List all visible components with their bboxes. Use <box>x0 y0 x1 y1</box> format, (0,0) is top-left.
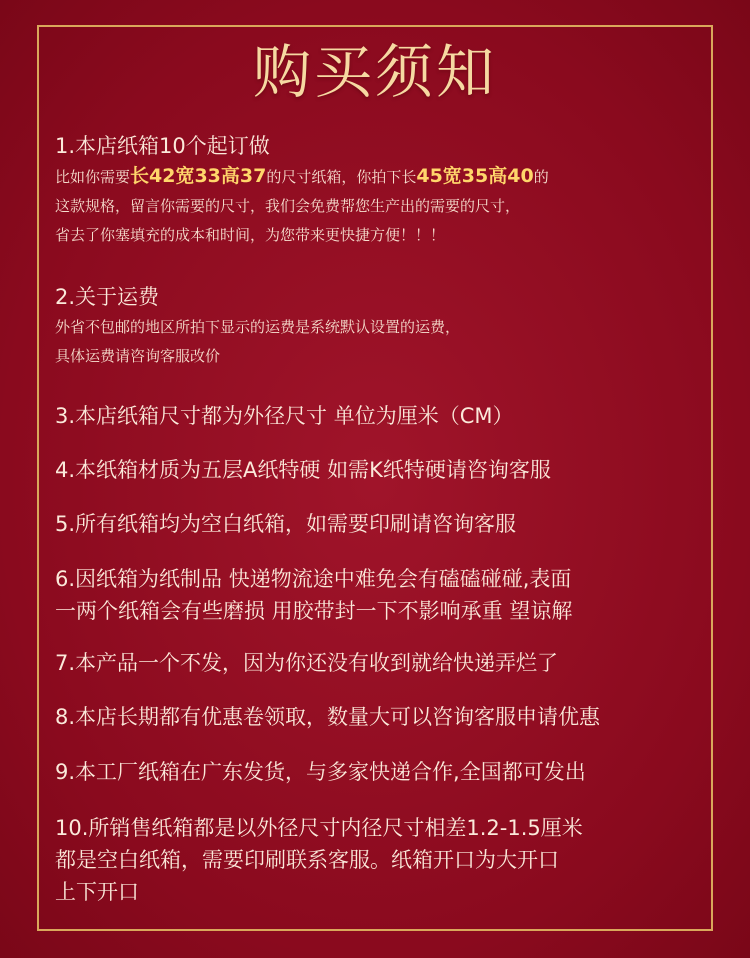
item-detail-line: 这款规格，留言你需要的尺寸，我们会免费帮您生产出的需要的尺寸， <box>55 197 521 215</box>
item-heading: 3.本店纸箱尺寸都为外径尺寸 单位为厘米（CM） <box>55 404 514 428</box>
item-heading-line: 10.所销售纸箱都是以外径尺寸内径尺寸相差1.2-1.5厘米 <box>55 816 583 840</box>
detail-text: 比如你需要 <box>55 168 131 186</box>
item-detail-line: 外省不包邮的地区所拍下显示的运费是系统默认设置的运费， <box>55 318 461 336</box>
notice-item-5 <box>55 508 715 540</box>
detail-text: 的 <box>533 168 549 186</box>
page-title: 购买须知 <box>252 38 497 106</box>
notice-item-4 <box>55 454 715 486</box>
item-heading-line: 上下开口 <box>55 880 139 904</box>
size-highlight: 45宽35高40 <box>416 165 534 187</box>
item-heading: 4.本纸箱材质为五层A纸特硬 如需K纸特硬请咨询客服 <box>55 458 551 482</box>
item-heading: 1.本店纸箱10个起订做 <box>55 134 270 158</box>
notice-item-10 <box>55 812 715 908</box>
item-heading-line: 6.因纸箱为纸制品 快递物流途中难免会有磕磕碰碰,表面 <box>55 567 572 591</box>
item-detail-line: 省去了你塞填充的成本和时间，为您带来更快捷方便！！！ <box>55 226 446 244</box>
detail-text: 的尺寸纸箱，你拍下长 <box>266 168 417 186</box>
size-highlight: 长42宽33高37 <box>130 165 267 187</box>
item-heading: 9.本工厂纸箱在广东发货，与多家快递合作,全国都可发出 <box>55 760 586 784</box>
notice-item-6 <box>55 563 715 627</box>
item-detail-line <box>55 162 715 192</box>
notice-item-8 <box>55 701 715 733</box>
item-heading: 7.本产品一个不发，因为你还没有收到就给快递弄烂了 <box>55 651 559 675</box>
notice-item-2 <box>55 281 715 371</box>
item-heading: 2.关于运费 <box>55 285 160 309</box>
item-heading: 5.所有纸箱均为空白纸箱，如需要印刷请咨询客服 <box>55 512 517 536</box>
item-heading-line: 都是空白纸箱，需要印刷联系客服。纸箱开口为大开口 <box>55 848 559 872</box>
item-detail-line: 具体运费请咨询客服改价 <box>55 347 221 365</box>
item-heading: 8.本店长期都有优惠卷领取，数量大可以咨询客服申请优惠 <box>55 705 601 729</box>
notice-item-1 <box>55 130 715 250</box>
notice-item-3 <box>55 400 715 432</box>
item-heading-line: 一两个纸箱会有些磨损 用胶带封一下不影响承重 望谅解 <box>55 599 573 623</box>
notice-item-9 <box>55 756 715 788</box>
notice-item-7 <box>55 647 715 679</box>
